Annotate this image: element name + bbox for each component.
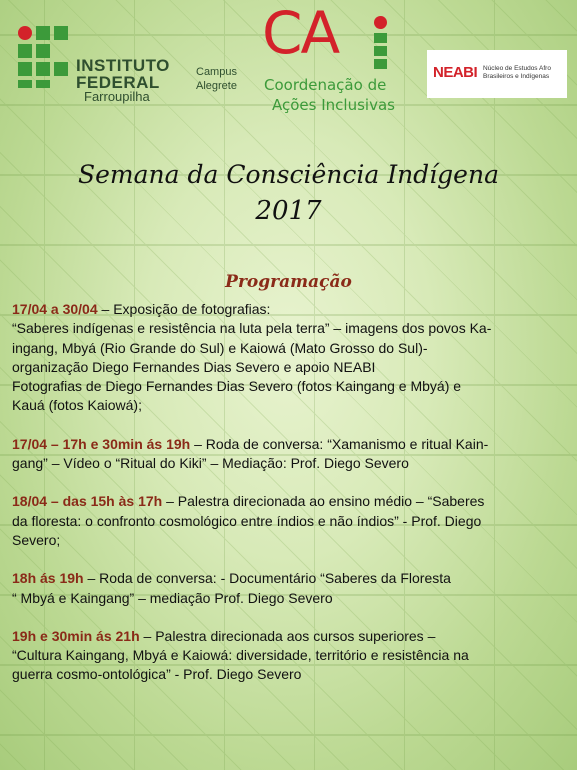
if-name-line3: Farroupilha	[84, 89, 150, 104]
cai-subtitle-line2: Ações Inclusivas	[272, 96, 395, 114]
program-item	[12, 300, 568, 416]
program-item-text-line: “Saberes indígenas e resistência na luta pela terra” – imagens dos povos Ka-	[12, 320, 492, 337]
cai-logo-bar	[374, 46, 387, 56]
event-title: Semana da Consciência Indígena	[78, 160, 499, 189]
program-heading: Programação	[225, 272, 352, 292]
program-item-text-line: organização Diego Fernandes Dias Severo e apoio NEABI	[12, 358, 376, 375]
cai-logo-bar	[374, 59, 387, 69]
program-item-text-line: Severo;	[12, 531, 61, 548]
program-item-first-line	[12, 627, 568, 646]
program-item-text-line: da floresta: o confronto cosmológico entre índios e não índios” - Prof. Diego	[12, 512, 482, 529]
program-item-description: – Exposição de fotografias:	[97, 301, 271, 317]
if-logo-square	[36, 44, 50, 58]
neabi-subtitle-line1: Núcleo de Estudos Afro	[483, 65, 551, 72]
program-item-first-line	[12, 492, 568, 511]
program-item-time: 17/04 – 17h e 30min ás 19h	[12, 435, 191, 452]
cai-subtitle-line1: Coordenação de	[264, 76, 387, 94]
program-item-first-line	[12, 300, 568, 319]
if-logo-square	[36, 80, 50, 88]
if-logo-square	[54, 26, 68, 40]
program-item-time: 19h e 30min ás 21h	[12, 627, 140, 644]
if-logo-red-dot	[18, 26, 32, 40]
program-item-text-line: ingang, Mbyá (Rio Grande do Sul) e Kaiowá (Mato Grosso do Sul)-	[12, 339, 428, 356]
program-item-description: – Roda de conversa: “Xamanismo e ritual Kain-	[190, 435, 489, 452]
cai-logo-bar	[374, 33, 387, 43]
if-logo-square	[18, 44, 32, 58]
if-name-line1: INSTITUTO	[76, 56, 170, 75]
program-item-text-line: guerra cosmo-ontológica” - Prof. Diego Severo	[12, 666, 302, 683]
campus-line1: Campus	[196, 66, 237, 78]
poster-header	[0, 0, 577, 130]
program-item	[12, 492, 568, 550]
if-logo-square	[18, 80, 32, 88]
program-item-text-line: gang” – Vídeo o “Ritual do Kiki” – Mediação: Prof. Diego Severo	[12, 455, 409, 472]
program-item-text-line: Kauá (fotos Kaiowá);	[12, 397, 142, 414]
program-item-description: – Palestra direcionada aos cursos superiores –	[139, 627, 436, 644]
program-item-text-line: “ Mbyá e Kaingang” – mediação Prof. Diego Severo	[12, 589, 333, 606]
neabi-subtitle-line2: Brasileiros e Indígenas	[483, 73, 550, 80]
instituto-federal-logo-icon	[18, 26, 70, 88]
program-item-time: 18/04 – das 15h às 17h	[12, 493, 163, 510]
program-item-time: 18h ás 19h	[12, 570, 84, 587]
program-item	[12, 627, 568, 685]
if-name-line2: FEDERAL	[76, 73, 160, 92]
if-logo-square	[54, 62, 68, 76]
event-year: 2017	[255, 196, 322, 226]
program-item-time: 17/04 a 30/04	[12, 301, 98, 317]
neabi-title: NEABI	[433, 64, 478, 81]
if-logo-square	[36, 26, 50, 40]
program-item	[12, 569, 568, 608]
program-item-first-line	[12, 569, 568, 588]
neabi-logo	[427, 50, 567, 98]
program-list	[12, 300, 568, 704]
program-item-first-line	[12, 435, 568, 454]
if-logo-square	[18, 62, 32, 76]
campus-line2: Alegrete	[196, 80, 237, 92]
if-logo-square	[36, 62, 50, 76]
program-item	[12, 435, 568, 474]
program-item-description: – Roda de conversa: - Documentário “Saberes da Floresta	[83, 570, 451, 587]
cai-logo-text: CA	[262, 0, 339, 67]
program-item-text-line: “Cultura Kaingang, Mbyá e Kaiowá: diversidade, território e resistência na	[12, 647, 469, 664]
program-item-description: – Palestra direcionada ao ensino médio – “Saberes	[162, 493, 485, 510]
cai-logo-dot	[374, 16, 387, 29]
program-item-text-line: Fotografias de Diego Fernandes Dias Severo (fotos Kaingang e Mbyá) e	[12, 378, 462, 395]
